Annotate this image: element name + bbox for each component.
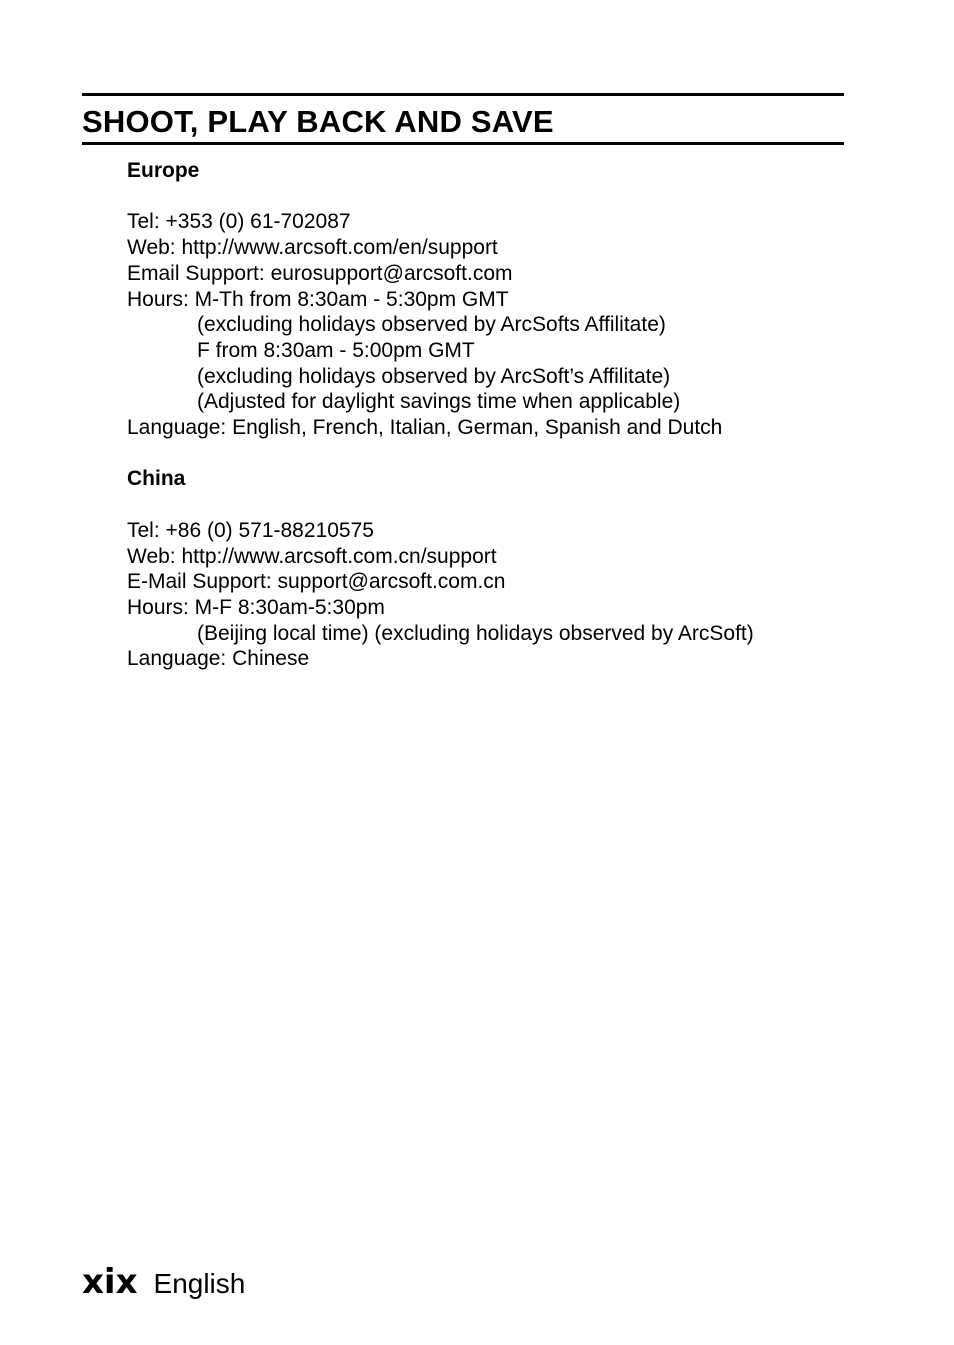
europe-hours: Hours: M-Th from 8:30am - 5:30pm GMT bbox=[127, 287, 509, 311]
footer-language: English bbox=[153, 1268, 246, 1299]
europe-hours-note-1: (excluding holidays observed by ArcSofts Affilitate) bbox=[197, 313, 666, 337]
page-number: xix bbox=[82, 1262, 138, 1302]
section-header bbox=[82, 93, 844, 145]
support-contact-content bbox=[127, 158, 847, 672]
europe-tel: Tel: +353 (0) 61-702087 bbox=[127, 210, 351, 234]
china-section bbox=[127, 466, 847, 672]
europe-title: Europe bbox=[127, 159, 200, 182]
page-title: SHOOT, PLAY BACK AND SAVE bbox=[82, 104, 554, 139]
europe-web: Web: http://www.arcsoft.com/en/support bbox=[127, 236, 498, 260]
china-title: China bbox=[127, 467, 186, 491]
page-footer bbox=[82, 1262, 245, 1302]
china-hours: Hours: M-F 8:30am-5:30pm bbox=[127, 595, 385, 619]
europe-email: Email Support: eurosupport@arcsoft.com bbox=[127, 261, 513, 285]
china-language: Language: Chinese bbox=[127, 647, 310, 671]
europe-section bbox=[127, 158, 847, 441]
china-web: Web: http://www.arcsoft.com.cn/support bbox=[127, 544, 497, 568]
europe-hours-friday: F from 8:30am - 5:00pm GMT bbox=[197, 338, 475, 362]
china-hours-note: (Beijing local time) (excluding holidays observed by ArcSoft) bbox=[197, 621, 754, 645]
china-tel: Tel: +86 (0) 571-88210575 bbox=[127, 518, 374, 542]
europe-hours-note-3: (Adjusted for daylight savings time when applicable) bbox=[197, 390, 681, 414]
europe-language: Language: English, French, Italian, German, Spanish and Dutch bbox=[127, 416, 723, 440]
spacer bbox=[127, 492, 847, 518]
china-email: E-Mail Support: support@arcsoft.com.cn bbox=[127, 570, 506, 594]
spacer bbox=[127, 441, 847, 467]
europe-hours-note-2: (excluding holidays observed by ArcSoft’s Affilitate) bbox=[197, 364, 671, 388]
spacer bbox=[127, 184, 847, 210]
